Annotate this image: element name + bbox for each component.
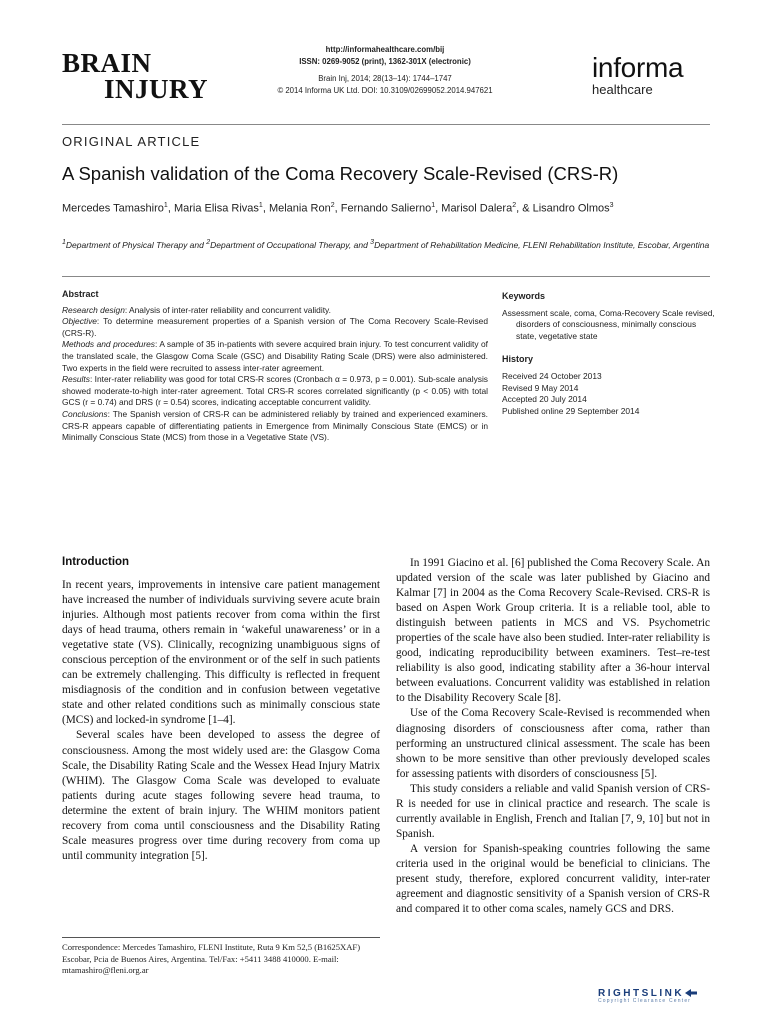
author-affiliation-marker: 3 [609,202,614,209]
author-name: Mercedes Tamashiro [62,202,164,215]
abstract-section [62,374,488,409]
abstract-section-text: : A sample of 35 in-patients with severe acquired brain injury. To test concurrent validity of the translated scale, the Glasgow Coma Scale (GSC) and Disability Rating Scale (DRS) were also administered. Two experts in the field were recruited to assess inter-rater agreement. [62,339,488,373]
paragraph: In recent years, improvements in intensive care patient management have increased the number of individuals surviving severe acute brain injuries. Although most patients recover from coma within the first days of head trauma, others remain in ‘wakeful unawareness’ or in a vegetative state (VS). Clinically, recognizing unambiguous signs of conscious perception of the environment or of the self in such patients can be extremely challenging. This difficulty is reflected in frequent misdiagnosis of the condition and in confusion between vegetative state and other related conditions such as minimally conscious state (MCS) and locked-in syndrome [1–4]. [62,579,380,727]
abstract-section-text: : Inter-rater reliability was good for total CRS-R scores (Cronbach α = 0.973, p = 0.001). Sub-scale analysis showed moderate-to-high inter-rater agreement. Total CRS-R scores correlated significantly (p < 0.05) with total GCS (r = 0.74) and DRS (r = 0.54) scores, indicating acceptable concurrent validity. [62,374,488,408]
abstract-section-label: Research design [62,304,125,315]
article-title: A Spanish validation of the Coma Recovery Scale-Revised (CRS-R) [62,163,619,184]
author-affiliation-marker: 1 [431,202,436,209]
history-item: Published online 29 September 2014 [502,405,640,416]
paragraph: This study considers a reliable and valid Spanish version of CRS-R is needed for use in clinical practice and research. The scale is currently available in English, French and Italian [7, 9, 10] but not in Spanish. [396,782,710,840]
publisher-name: informa [592,52,684,83]
paragraph: Use of the Coma Recovery Scale-Revised is recommended when diagnosing disorders of consciousness after coma, rather than performing an unstructured clinical assessment. The scale has been shown to be more sensitive than other previously developed scales for assessing patients with disorders of consciousness [5]. [396,707,710,780]
author-affiliation-marker: 1 [258,202,263,209]
affiliation-text: Department of Rehabilitation Medicine, FLENI Rehabilitation Institute, Escobar, Argentina [374,239,710,250]
footnote-divider [62,937,380,938]
abstract-divider [62,276,710,277]
abstract-section [62,305,488,317]
rightslink-arrow-icon [684,988,698,998]
affiliation-text: Department of Occupational Therapy, and [210,239,371,250]
rightslink-subtext: Copyright Clearance Center [598,998,692,1004]
rightslink-logo[interactable] [598,988,698,1004]
citation: Brain Inj, 2014; 28(13–14): 1744–1747 [318,74,452,83]
journal-title-line1: BRAIN [62,48,152,78]
keywords-text: Assessment scale, coma, Coma-Recovery Scale revised, disorders of consciousness, minimally conscious state, vegetative state [502,307,715,341]
keywords-heading: Keywords [502,291,546,301]
abstract-section-label: Conclusions [62,408,108,419]
journal-title-line2: INJURY [104,74,209,104]
history-item: Received 24 October 2013 [502,370,602,381]
abstract-section-label: Results [62,374,90,385]
body-column-left [62,578,380,864]
abstract-section-text: : To determine measurement properties of a Spanish version of The Coma Recovery Scale-Revised (CRS-R). [62,316,488,338]
affiliations [62,236,712,252]
abstract-section-text: : Analysis of inter-rater reliability and concurrent validity. [124,304,331,315]
history-section [502,354,717,417]
copyright-doi: © 2014 Informa UK Ltd. DOI: 10.3109/02699052.2014.947621 [277,85,493,95]
article-sidebar [502,291,717,417]
abstract-section-label: Methods and procedures [62,339,155,350]
paragraph: Several scales have been developed to assess the degree of consciousness. Among the most widely used are: the Glasgow Coma Scale, the Disability Rating Scale and the Wessex Head Injury Matrix (WHIM). The Glasgow Coma Scale was developed to evaluate patients during acute stages following severe head trauma, to determine the extent of brain injury. The WHIM monitors patient recovery from coma until consciousness and the Disability Rating Scale measures progress over time during recovery from coma up until community integration [5]. [62,729,380,862]
abstract-section [62,409,488,444]
abstract-section [62,316,488,339]
abstract-section [62,339,488,374]
affiliation-marker: 2 [206,239,211,246]
author-name: Melania Ron [268,202,331,215]
abstract-heading: Abstract [62,289,99,299]
abstract [62,289,488,444]
publisher-logo [592,54,683,98]
journal-info [225,44,545,96]
abstract-section-label: Objective [62,316,97,327]
journal-url[interactable]: http://informahealthcare.com/bij [325,45,445,54]
abstract-section-text: : The Spanish version of CRS-R can be administered reliably by trained and experienced examiners. CRS-R appears capable of differentiating patients in Emergence from Minimally Conscious State (EMCS) or in Minimally Conscious State (MCS) from those in a Vegetative State (VS). [62,408,488,443]
section-heading-introduction: Introduction [62,556,130,568]
publisher-sub: healthcare [592,82,653,97]
paragraph: In 1991 Giacino et al. [6] published the Coma Recovery Scale. An updated version of the scale was later published by Giacino and Kalmar [7] in 2004 as the Coma Recovery Scale-Revised. CRS-R is based on Aspen Work Group criteria. It is a reliable tool, able to distinguish between patients in MCS and VS. Psychometric properties of the scale have also been studied. Inter-rater reliability is good, indicating reproducibility between examiners. Test–re-test reliability is also good, indicating stability after a 36-hour interval between evaluations. Concurrent validity was established in relation to the Disability Recovery Scale [8]. [396,557,710,705]
header-divider [62,124,710,125]
journal-issn: ISSN: 0269-9052 (print), 1362-301X (electronic) [299,56,471,66]
article-type: ORIGINAL ARTICLE [62,134,201,149]
author-affiliation-marker: 2 [512,202,517,209]
author-name: Fernando Salierno [340,202,432,215]
body-column-right [396,556,710,917]
affiliation-marker: 1 [62,239,66,246]
abstract-body [62,305,488,444]
affiliation-marker: 3 [370,239,375,246]
history-item: Revised 9 May 2014 [502,382,579,393]
author-name: Maria Elisa Rivas [173,202,259,215]
history-heading: History [502,354,534,365]
journal-logo [62,50,208,102]
author-name: Lisandro Olmos [532,202,610,215]
affiliation-text: Department of Physical Therapy and [65,239,207,250]
paragraph: A version for Spanish-speaking countries following the same criteria used in the original would be beneficial to clinicians. The present study, therefore, explored concurrent validity, inter-rater agreement and diagnostic sensitivity of a Spanish version of CRS-R and compared it to other coma scales, namely GCS and DRS. [396,842,710,916]
correspondence-footnote: Correspondence: Mercedes Tamashiro, FLENI Institute, Ruta 9 Km 52,5 (B1625XAF) Escobar, Pcia de Buenos Aires, Argentina. Tel/Fax: +5411 3488 410000. E-mail: mtamashiro@fleni.org.ar [62,942,361,976]
author-affiliation-marker: 1 [163,202,168,209]
history-item: Accepted 20 July 2014 [502,394,587,405]
author-name: Marisol Dalera [441,202,513,215]
rightslink-text: RIGHTSLINK [598,988,685,999]
author-list: Mercedes Tamashiro$^1$, Maria Elisa Rivas$^1$, Melania Ron$^2$, Fernando Salierno$^1$, Marisol Dalera$^2$, & Lisandro Olmos$^3$ [62,202,614,215]
author-affiliation-marker: 2 [330,202,335,209]
